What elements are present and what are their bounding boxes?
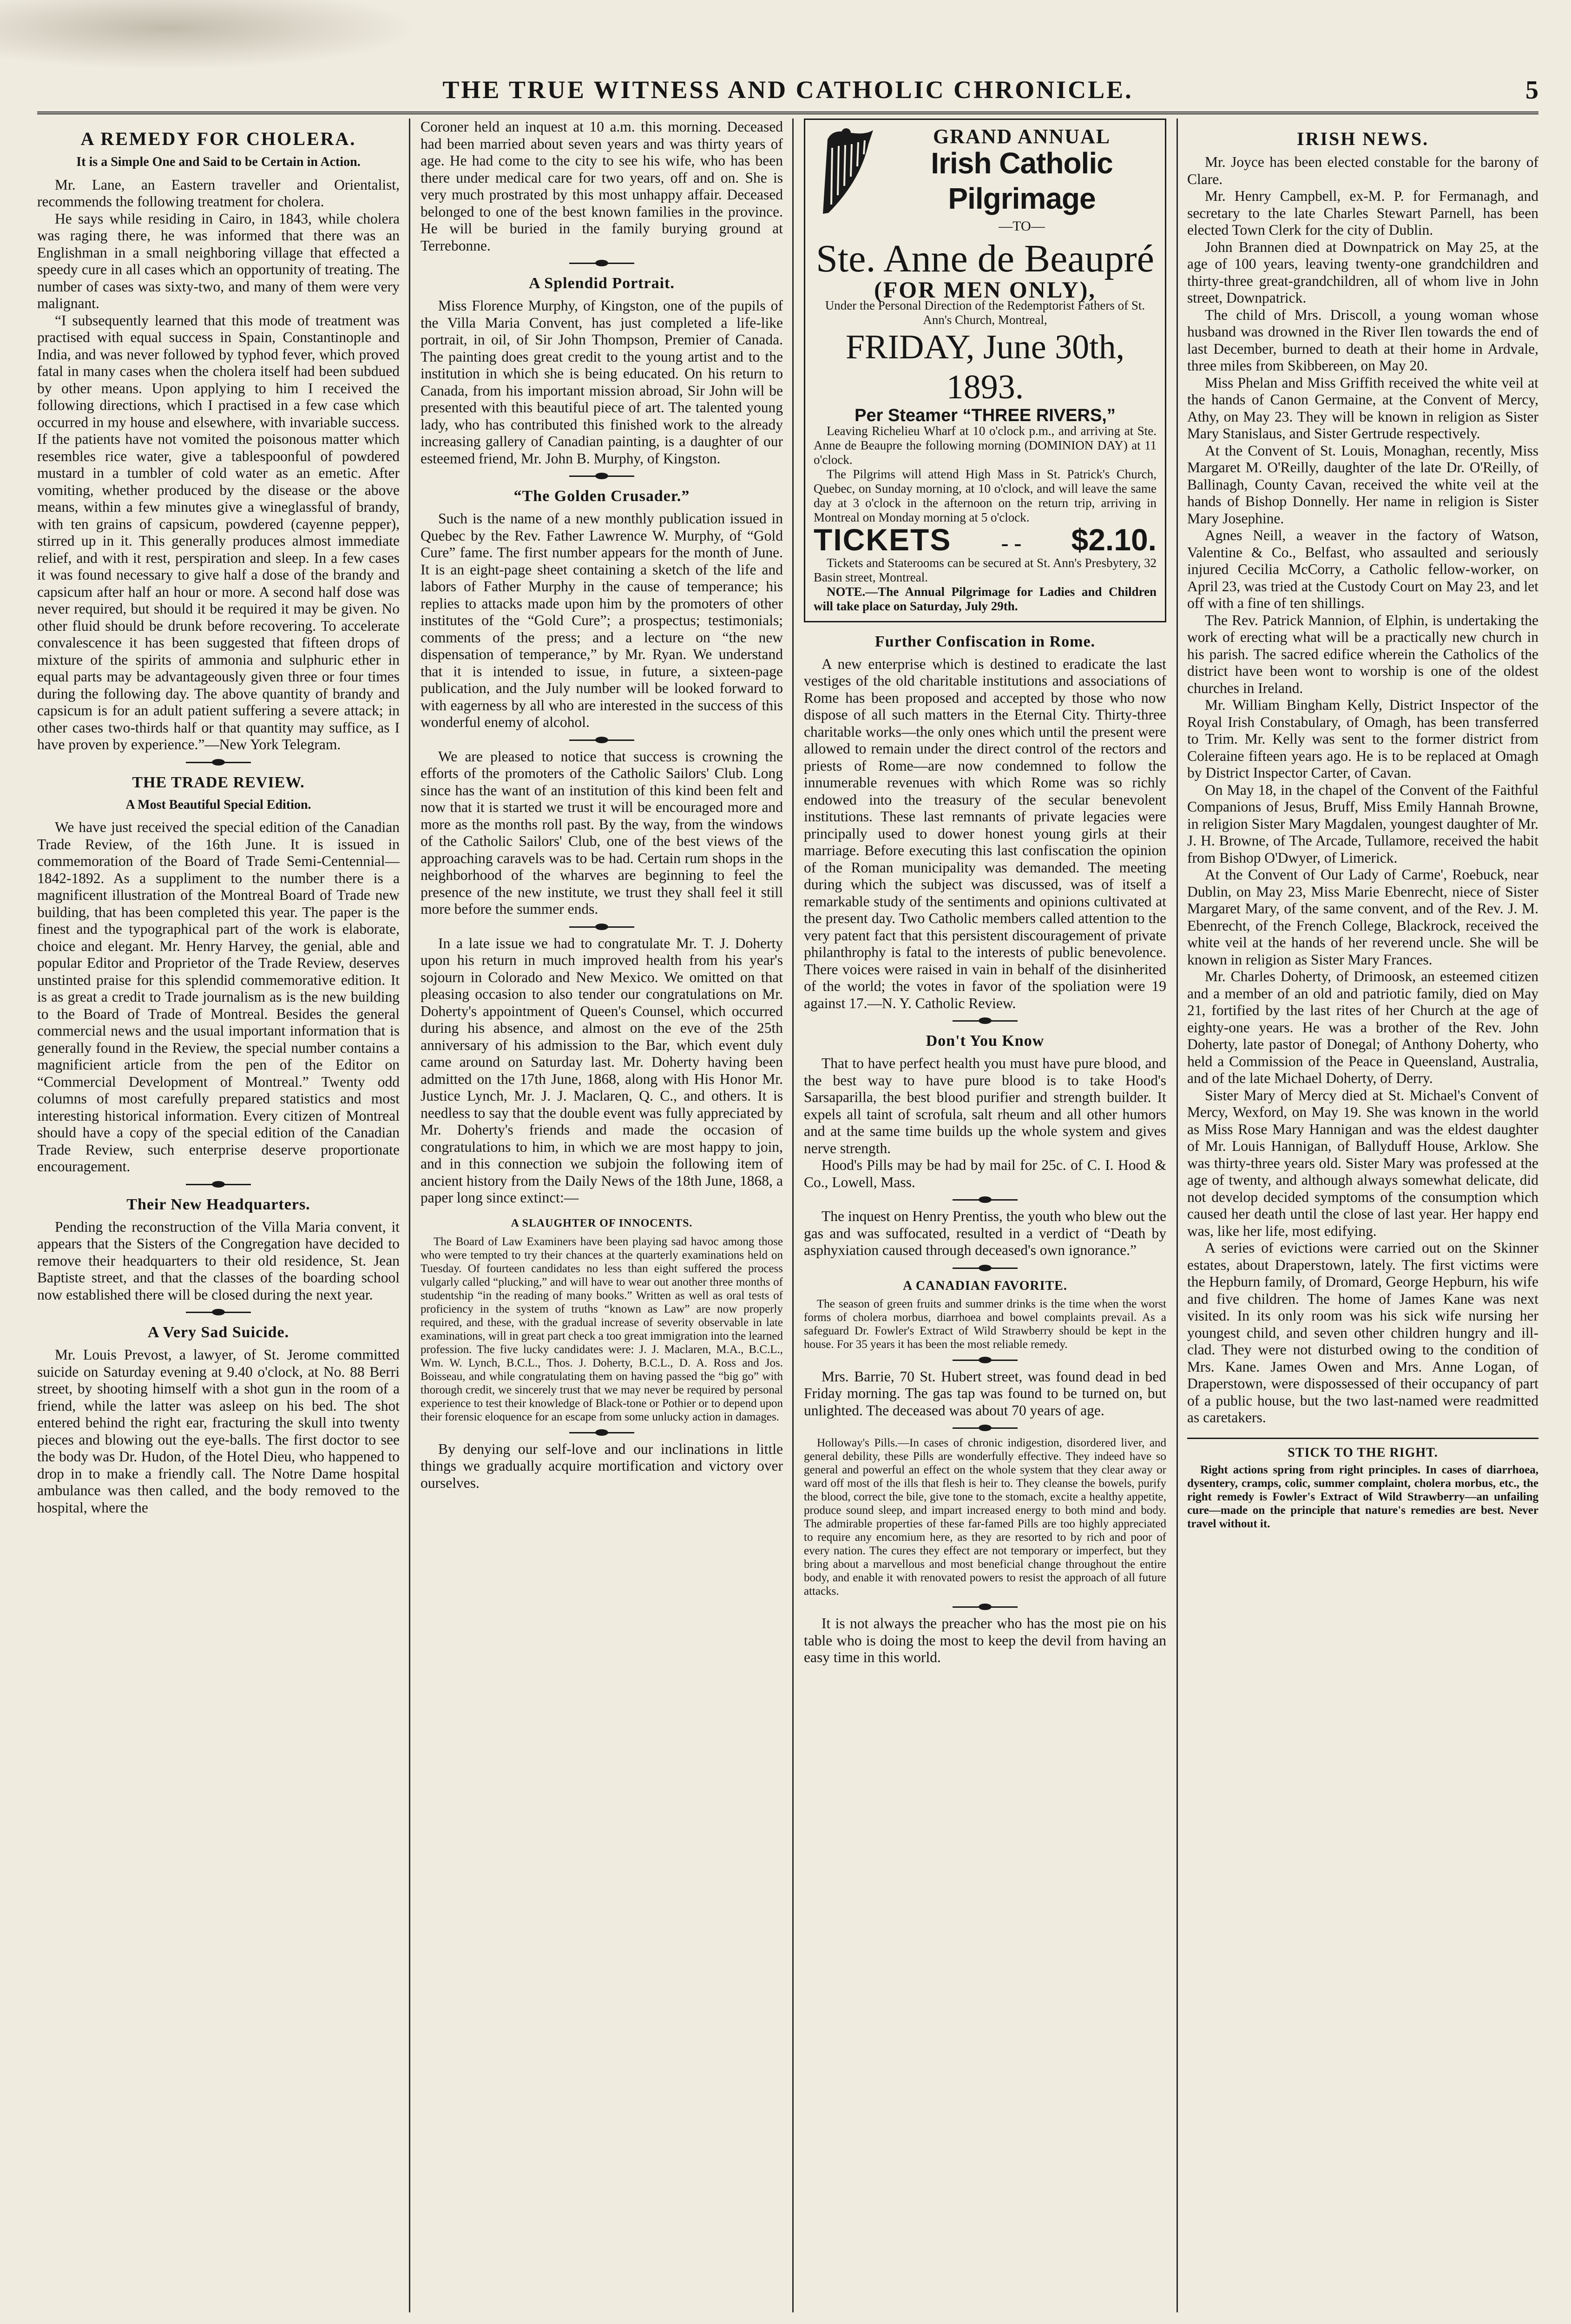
- ad-for-men-only: (FOR MEN ONLY),: [874, 277, 1096, 303]
- article-headline: Further Confiscation in Rome.: [874, 633, 1096, 650]
- harp-icon: [814, 125, 879, 218]
- ad-grand-annual: GRAND ANNUAL: [933, 125, 1111, 148]
- ad-tickets-row: [814, 522, 1157, 557]
- article-paragraph: It is not always the preacher who has the most pie on his table who is doing the most to keep the devil from having an easy time in this world.: [804, 1615, 1166, 1665]
- article-suicide: [37, 1323, 400, 1516]
- article-headline: A REMEDY FOR CHOLERA.: [80, 128, 356, 149]
- article-headline: Their New Headquarters.: [126, 1195, 310, 1213]
- article-confiscation: [804, 633, 1166, 1012]
- ad-destination: Ste. Anne de Beaupré: [816, 237, 1154, 280]
- article-dont-you-know: [804, 1032, 1166, 1191]
- section-divider: [569, 475, 634, 477]
- section-divider: [953, 1606, 1018, 1608]
- article-paragraph: Mrs. Barrie, 70 St. Hubert street, was found dead in bed Friday morning. The gas tap was found to be turned on, but unlighted. The deceased was about 70 years of age.: [804, 1368, 1166, 1419]
- column-4: [1187, 119, 1538, 2322]
- news-item: On May 18, in the chapel of the Convent of the Faithful Companions of Jesus, Bruff, Miss Emily Hannah Browne, in religion Sister Mary Magdalen, youngest daughter of Mr. J. H. Browne, of The Arcade, Tullamore, received the habit from Bishop O'Dwyer, of Limerick.: [1187, 781, 1538, 866]
- article-headline: “The Golden Crusader.”: [513, 488, 690, 505]
- column-rule: [792, 119, 794, 2312]
- article-headline: Don't You Know: [926, 1032, 1045, 1050]
- article-paragraph: The inquest on Henry Prentiss, the youth who blew out the gas and was suffocated, resulted in a verdict of “Death by asphyxiation caused through deceased's own ignorance.”: [804, 1208, 1166, 1258]
- article-paragraph: Coroner held an inquest at 10 a.m. this morning. Deceased had been married about seven years and was thirty years of age. He had come to the city to see his wife, who has been there under medical care for two years, off and on. She is very much prostrated by this most unhappy affair. Deceased belonged to one of the best known families in the province. He will be buried in the family burying ground at Terrebonne.: [421, 119, 783, 254]
- masthead: [37, 70, 1538, 114]
- article-canadian-favorite: [804, 1279, 1166, 1351]
- paper-stain-topleft: [0, 0, 418, 70]
- news-item: Mr. William Bingham Kelly, District Inspector of the Royal Irish Constabulary, of Omagh, has been transferred to Trim. Mr. Kelly was sent to the former district from Coleraine fifteen years ago. He is to be replaced at Omagh by District Inspector Carter, of Cavan.: [1187, 697, 1538, 781]
- ad-to: —TO—: [999, 218, 1045, 234]
- article-paragraph: The Board of Law Examiners have been playing sad havoc among those who were tempted to try their chances at the quarterly examinations held on Tuesday. Of fourteen candidates no less than eight suffered the process vulgarly called “plucking,” and will have to wear out another three months of studentship “in the reading of many books.” Written as well as oral tests of proficiency in the system of truths “known as Law” are now properly required, and these, with the gradual increase of severity observable in late examinations, will in great part check a too great immigration into the learned profession. The five lucky candidates were: J. J. Maclaren, M.A., B.C.L., Wm. W. Lynch, B.C.L., Thos. J. Doherty, B.C.L., D. A. Ross and Jos. Boisseau, and while congratulating them on having passed the “big go” with thorough credit, we sincerely trust that we may never be required by personal experience to test their knowledge of Black-tone or Pothier or to depend upon their forensic eloquence for an escape from some unlucky action in damages.: [421, 1235, 783, 1423]
- news-item: Mr. Joyce has been elected constable for the barony of Clare.: [1187, 154, 1538, 187]
- news-item: Sister Mary of Mercy died at St. Michael's Convent of Mercy, Wexford, on May 19. She was known in the world as Miss Rose Mary Hannigan and was the eldest daughter of Mr. Louis Hannigan, of Ballyduff House, Arklow. She was thirty-three years old. Sister Mary was professed at the age of twenty, and although always somewhat delicate, did not develop decided symptoms of the consumption which caused her death until the close of last year. Her happy end was, like her life, most edifying.: [1187, 1087, 1538, 1239]
- article-innocents: [421, 1217, 783, 1424]
- section-divider: [186, 1312, 251, 1313]
- section-divider: [186, 1184, 251, 1185]
- section-divider: [569, 263, 634, 264]
- article-inquest: [804, 1208, 1166, 1259]
- article-barrie: [804, 1368, 1166, 1419]
- article-stick-to-the-right: [1187, 1438, 1538, 1531]
- article-headquarters: [37, 1195, 400, 1304]
- article-headline: A CANADIAN FAVORITE.: [903, 1278, 1067, 1293]
- section-divider: [953, 1268, 1018, 1269]
- ad-detail: Leaving Richelieu Wharf at 10 o'clock p.m., and arriving at Ste. Anne de Beaupre the following morning (DOMINION DAY) at 11 o'clock.: [814, 424, 1157, 467]
- ad-direction: Under the Personal Direction of the Redemptorist Fathers of St. Ann's Church, Montreal,: [825, 298, 1145, 327]
- article-paragraph: He says while residing in Cairo, in 1843, while cholera was raging there, he was informed that there was an Englishman in a small neighboring village that effected a speedy cure in all cases which an opportunity of treating. The number of cases was sixty-two, and many of them were very malignant.: [37, 210, 400, 311]
- article-paragraph: That to have perfect health you must have pure blood, and the best way to have pure blood is to take Hood's Sarsaparilla, the best blood purifier and strength builder. It expels all taint of scrofula, salt rheum and all other humors and at the same time builds up the whole system and gives nerve strength.: [804, 1055, 1166, 1156]
- article-headline: A Splendid Portrait.: [529, 275, 675, 292]
- news-item: John Brannen died at Downpatrick on May 25, at the age of 100 years, leaving twenty-one grandchildren and thirty-three great-grandchildren, all of whom live in John street, Downpatrick.: [1187, 238, 1538, 306]
- ad-tickets-dashes: - -: [1001, 531, 1022, 555]
- article-sailors-club: [421, 748, 783, 918]
- news-item: Mr. Henry Campbell, ex-M. P. for Fermanagh, and secretary to the late Charles Stewart Parnell, has been elected Town Clerk for the city of Dublin.: [1187, 188, 1538, 238]
- column-rule: [409, 119, 410, 2312]
- article-headline: STICK TO THE RIGHT.: [1288, 1445, 1438, 1460]
- ad-tickets-price: $2.10.: [1071, 522, 1157, 557]
- section-divider: [186, 762, 251, 763]
- article-doherty: [421, 935, 783, 1207]
- article-paragraph: In a late issue we had to congratulate Mr. T. J. Doherty upon his return in much improved health from his year's sojourn in Colorado and New Mexico. We omitted on that pleasing occasion to also tender our congratulations on Mr. Doherty's appointment of Queen's Counsel, which occurred during his absence, and almost on the eve of the 25th anniversary of his admission to the Bar, which event duly came around on Saturday last. Mr. Doherty having been admitted on the 17th June, 1868, along with His Honor Mr. Justice Lynch, Mr. J. J. Maclaren, Q. C., and others. It is needless to say that the double event was fully appreciated by Mr. Doherty's friends and made the occasion of congratulations to him, in which we are most happy to join, and in this connection we subjoin the following item of ancient history from the Daily News of the 18th June, 1868, a paper long since extinct:—: [421, 935, 783, 1206]
- ad-detail: The Pilgrims will attend High Mass in St. Patrick's Church, Quebec, on Sunday morning, at 10 o'clock, and will leave the same day at 3 o'clock in the afternoon on the return trip, arriving in Montreal on Monday morning at 5 o'clock.: [814, 467, 1157, 524]
- news-item: The child of Mrs. Driscoll, a young woman whose husband was drowned in the River Ilen towards the end of last December, burned to death at their home in Ardvale, three miles from Skibbereen, on May 20.: [1187, 306, 1538, 374]
- news-item: At the Convent of Our Lady of Carme', Roebuck, near Dublin, on May 23, Miss Marie Ebenrecht, niece of Sister Margaret Mary, of the same convent, and of the Rev. J. M. Ebenrecht, of the French College, Blackrock, received the white veil at the hands of her reverend uncle. She will be known in religion as Sister Mary Frances.: [1187, 866, 1538, 968]
- ad-tickets-label: TICKETS: [814, 522, 952, 557]
- news-item: Miss Phelan and Miss Griffith received the white veil at the hands of Canon Germaine, at the Convent of Mercy, Athy, on May 23. They will be known in religion as Sister Mary Stanislaus, and Sister Gertrude respectively.: [1187, 374, 1538, 442]
- article-paragraph: Mr. Louis Prevost, a lawyer, of St. Jerome committed suicide on Saturday evening at 9.40 o'clock, at No. 88 Berri street, by shooting himself with a shot gun in the room of a friend, while the latter was asleep on his bed. The shot entered behind the right ear, fracturing the skull into twenty pieces and blowing out the eye-balls. The first doctor to see the body was Dr. Hudon, of the Hotel Dieu, who happened to drop in to make a friendly call. The Notre Dame hospital ambulance was then called, and the body removed to the hospital, where the: [37, 1347, 400, 1516]
- ad-steamer: Per Steamer “THREE RIVERS,”: [855, 405, 1116, 425]
- masthead-title: THE TRUE WITNESS AND CATHOLIC CHRONICLE.: [442, 76, 1133, 104]
- article-headline: A Very Sad Suicide.: [147, 1324, 289, 1341]
- column-3: [804, 119, 1166, 2322]
- article-paragraph: By denying our self-love and our inclinations in little things we gradually acquire mortification and victory over ourselves.: [421, 1440, 783, 1491]
- section-divider: [569, 1432, 634, 1433]
- article-subhead: It is a Simple One and Said to be Certain in Action.: [76, 155, 361, 169]
- article-cholera: [37, 129, 400, 753]
- news-item: Agnes Neill, a weaver in the factory of Watson, Valentine & Co., Belfast, who assaulted and seriously injured Cecilia McCorry, a Catholic fellow-worker, on April 23, was tried at the Custody Court on May 23, and let off with a fine of ten shillings.: [1187, 527, 1538, 611]
- article-paragraph: Right actions spring from right principles. In cases of diarrhoea, dysentery, cramps, colic, summer complaint, cholera morbus, etc., the right remedy is Fowler's Extract of Wild Strawberry—an unfailing cure—made on the principle that nature's remedies are best. Never travel without it.: [1187, 1464, 1538, 1530]
- column-2: [421, 119, 783, 2322]
- article-paragraph: The season of green fruits and summer drinks is the time when the worst forms of cholera morbus, diarrhoea and bowel complaints prevail. As a safeguard Dr. Fowler's Extract of Wild Strawberry should be kept in the house. For 35 years it has been the most reliable remedy.: [804, 1297, 1166, 1351]
- article-paragraph: A new enterprise which is destined to eradicate the last vestiges of the old charitable institutions and associations of Rome has been proposed and accepted by those who now dispose of all such matters in the Eternal City. Thirty-three charitable works—the only ones which until the present were allowed to remain under the direct control of the rectors and priests of Rome—are now condemned to follow the innumerable revenues with which Rome was so richly endowed into the treasury of the secular benevolent institutions. These last remnants of private legacies were principally used to dower honest young girls at their marriage. Before executing this last confiscation the opinion of the Roman municipality was demanded. The meeting during which the subject was discussed, was of itself a remarkable study of the sentiments and opinions cultivated at the present day. Two Catholic members called attention to the very patent fact that this persistent discouragement of private philanthrophy is fatal to the interests of public benevolence. There voices were raised in vain in behalf of the disinherited of the world; the votes in favor of the spoliation were 19 against 17.—N. Y. Catholic Review.: [804, 655, 1166, 1011]
- article-paragraph: Such is the name of a new monthly publication issued in Quebec by the Rev. Father Lawrence W. Murphy, of “Gold Cure” fame. The first number appears for the month of June. It is an eight-page sheet containing a sketch of the life and labors of Father Murphy in the cause of temperance; his replies to attacks made upon him by the promoters of other institutes of the “Gold Cure”; a prospectus; testimonials; comments of the press; and a lecture on “the new dispensation of temperance,” by Mr. Ryan. We understand that it is intended to issue, in future, a sixteen-page publication, and the July number will be looked forward to with eagerness by all who are interested in the success of this wonderful enemy of alcohol.: [421, 510, 783, 730]
- section-divider: [569, 926, 634, 928]
- column-rule: [1177, 119, 1178, 2312]
- article-holloway: [804, 1436, 1166, 1598]
- ad-tickets-note: Tickets and Staterooms can be secured at St. Ann's Presbytery, 32 Basin street, Montreal.: [814, 555, 1157, 584]
- news-item: At the Convent of St. Louis, Monaghan, recently, Miss Margaret M. O'Reilly, daughter of the late Dr. O'Reilly, of Ballinagh, County Cavan, received the white veil at the hands of Bishop Donnelly. Her name in religion is Sister Mary Josephine.: [1187, 442, 1538, 527]
- article-paragraph: Hood's Pills may be had by mail for 25c. of C. I. Hood & Co., Lowell, Mass.: [804, 1157, 1166, 1190]
- news-item: A series of evictions were carried out on the Skinner estates, about Draperstown, lately. The first victims were the Hepburn family, of Dromard, George Hepburn, his wife and five children. The home of James Kane was next visited. In its only room was his sick wife nursing her youngest child, and seven other children hungry and ill-clad. They were not disturbed owing to the condition of Mrs. Kane. James Owen and Mrs. Anne Logan, of Draperstown, were dispossessed of their occupancy of part of a public house, but the two last-named were readmitted as caretakers.: [1187, 1240, 1538, 1426]
- news-item: Mr. Charles Doherty, of Drimoosk, an esteemed citizen and a member of an old and patriotic family, died on May 21, fortified by the last rites of her Church at the age of eighty-one years. He was a brother of the Rev. John Doherty, late pastor of Donegal; of Anthony Doherty, who held a Commission of the Peace in Queensland, Australia, and of the late Michael Doherty, of Derry.: [1187, 968, 1538, 1086]
- article-paragraph: Holloway's Pills.—In cases of chronic indigestion, disordered liver, and general debility, these Pills are wonderfully effective. They indeed have so general and powerful an effect on the whole system that they clear away or ward off most of the ills that flesh is heir to. They cleanse the bowels, purify the blood, correct the bile, give tone to the stomach, excite a healthy appetite, produce sound sleep, and impart increased energy to both mind and body. The admirable properties of these far-famed Pills are too highly appreciated to require any encomium here, as they are resorted to by rich and poor of every nation. The cures they effect are not temporary or imperfect, but they bring about a marvellous and most beneficial change throughout the entire body, and enable it with renovated powers to resist the approach of all future attacks.: [804, 1437, 1166, 1598]
- ad-date: FRIDAY, June 30th, 1893.: [845, 328, 1125, 406]
- article-preacher: [804, 1615, 1166, 1666]
- article-paragraph: Mr. Lane, an Eastern traveller and Orientalist, recommends the following treatment for cholera.: [37, 176, 400, 210]
- article-headline: THE TRADE REVIEW.: [132, 773, 305, 791]
- article-irish-news: [1187, 129, 1538, 1426]
- article-paragraph: We are pleased to notice that success is crowning the efforts of the promoters of the Catholic Sailors' Club. Long since has the want of an institution of this kind been felt and now that it is started we trust it will be encouraged more and more as the months roll past. By the way, from the windows of the Catholic Sailors' Club, one of the best views of the approaching caravels was to be had. Certain rum shops in the neighborhood of the wharves are beginning to feel the presence of the new institute, we trust they shall feel it still more before the summer ends.: [421, 748, 783, 917]
- article-headline: A SLAUGHTER OF INNOCENTS.: [511, 1217, 693, 1229]
- ad-note: NOTE.—The Annual Pilgrimage for Ladies and Children will take place on Saturday, July 29th.: [814, 584, 1157, 613]
- section-divider: [953, 1427, 1018, 1429]
- news-item: The Rev. Patrick Mannion, of Elphin, is undertaking the work of erecting what will be a practically new church in his parish. The sacred edifice wherein the Catholics of the district have been wont to worship is one of the oldest churches in Ireland.: [1187, 612, 1538, 696]
- page-number: 5: [1525, 76, 1538, 105]
- section-divider: [569, 739, 634, 741]
- article-paragraph: We have just received the special edition of the Canadian Trade Review, of the 16th June. It is issued in commemoration of the Board of Trade Semi-Centennial—1842-1892. As a suppliment to the number there is a magnificent illustration of the Montreal Board of Trade new building, that has been completed this year. The paper is the finest and the typographical part of the work is elaborate, choice and elegant. Mr. Henry Harvey, the genial, able and popular Editor and Proprietor of the Trade Review, deserves unstinted praise for this splendid commemorative edition. It is as great a credit to Trade journalism as is the new building to the Board of Trade of Montreal. Besides the general commercial news and the usual important information that is generally found in the Review, the special number contains a magnificient article from the pen of the Editor on “Commercial Development of Montreal.” Twenty odd columns of most carefully prepared statistics and most interesting historical information. Every citizen of Montreal should have a copy of the special edition of the Canadian Trade Review, such enterprise deserve proportionate encouragement.: [37, 819, 400, 1175]
- article-paragraph: Miss Florence Murphy, of Kingston, one of the pupils of the Villa Maria Convent, has just completed a life-like portrait, in oil, of Sir John Thompson, Premier of Canada. The painting does great credit to the young artist and to the institution in which she is being educated. On his return to Canada, from his important mission abroad, Sir John will be presented with this beautiful piece of art. The talented young lady, who has contributed this finished work to the already increasing gallery of Canadian painting, is a daughter of our esteemed friend, Mr. John B. Murphy, of Kingston.: [421, 297, 783, 467]
- pilgrimage-advertisement: [804, 119, 1166, 622]
- section-divider: [953, 1020, 1018, 1022]
- article-subhead: A Most Beautiful Special Edition.: [125, 797, 311, 812]
- column-1: [37, 119, 400, 2322]
- article-trade-review: [37, 773, 400, 1175]
- article-golden-crusader: [421, 487, 783, 731]
- article-portrait: [421, 274, 783, 467]
- section-divider: [953, 1199, 1018, 1201]
- article-self-love: [421, 1441, 783, 1492]
- ad-irish-catholic-pilgrimage: Irish Catholic Pilgrimage: [931, 146, 1113, 215]
- article-paragraph: Pending the reconstruction of the Villa Maria convent, it appears that the Sisters of the Congregation have decided to remove their headquarters to their old residence, St. Jean Baptiste street, and that the classes of the boarding school now established there will be closed during the next year.: [37, 1218, 400, 1303]
- article-headline: IRISH NEWS.: [1296, 128, 1429, 149]
- section-divider: [953, 1360, 1018, 1361]
- article-paragraph: “I subsequently learned that this mode of treatment was practised with equal success in Spain, Constantinople and India, and was never followed by typhod fever, which proved fatal in many cases when the cholera itself had been subdued by other means. Upon applying to him I received the following directions, which I practised in a few case which occurred in my house and elsewhere, with invariable success. If the patients have not vomited the poisonous matter which resembles rice water, give a tablespoonful of powdered mustard in a tumbler of cold water as an emetic. After vomiting, whether produced by the disease or the above means, within a few minutes give a wineglassful of brandy, with ten grains of capsicum, powdered (cayenne pepper), stirred up in it. This generally produces almost immediate relief, and with it rest, perspiration and sleep. In a few cases it was found necessary to give half a dose of the brandy and capsicum after half an hour or more. A second half dose was never required, but should it be required it may be given. No other fluid should be drunk before recovering. To accelerate convalescence it has been suggested that fifteen drops of mixture of the spirits of ammonia and sulphuric ether in equal parts may be advantageously given three or four times during the following day. The above quantity of brandy and capsicum is for an adult patient suffering a severe attack; in other cases two-thirds half or that quantity may suffice, as I have proven by experience.”—New York Telegram.: [37, 312, 400, 753]
